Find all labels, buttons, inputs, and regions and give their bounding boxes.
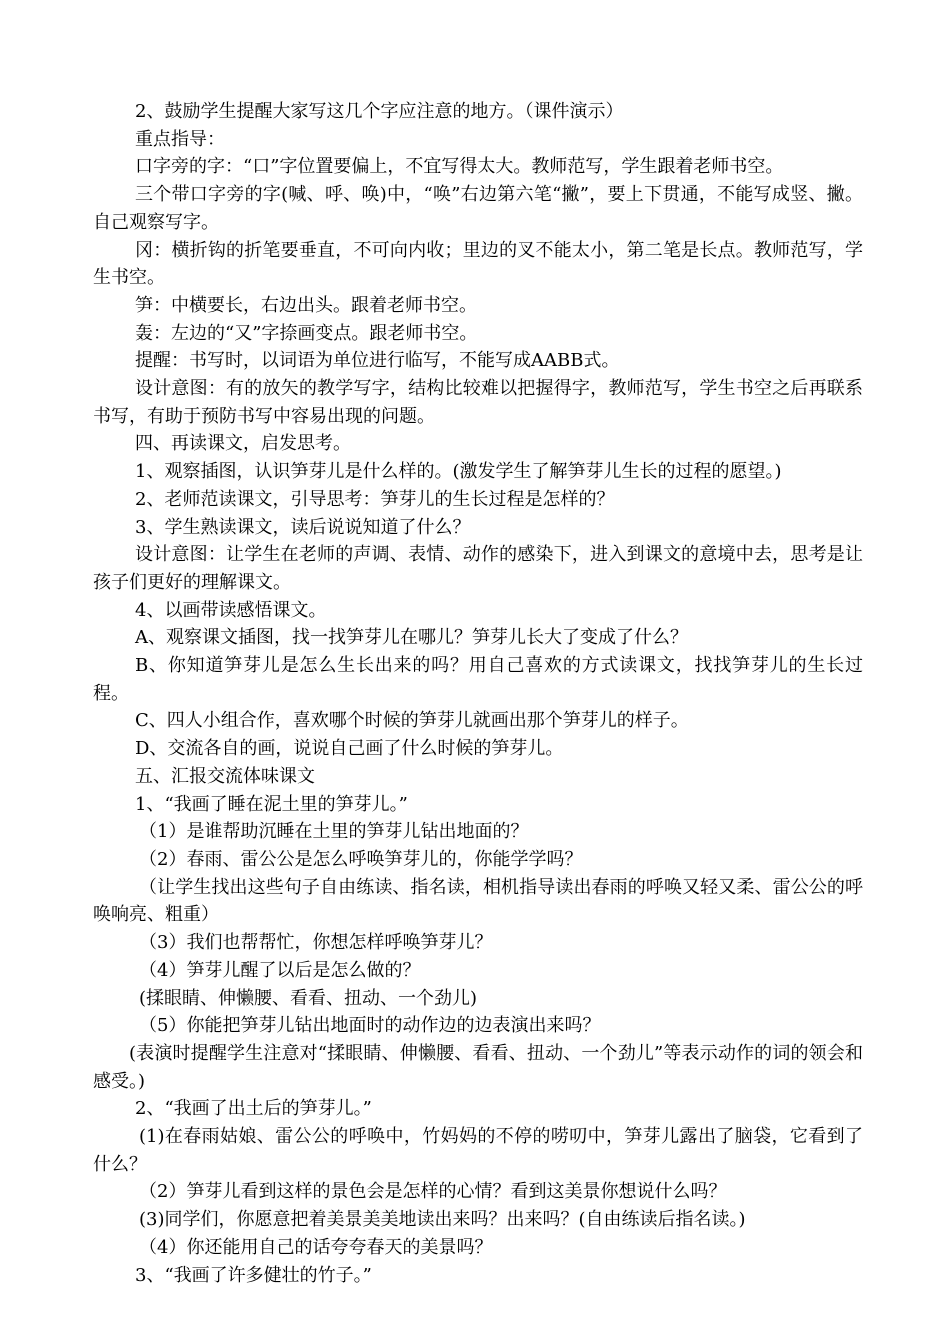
paragraph: 1、“我画了睡在泥土里的笋芽儿。” [135,793,408,815]
paragraph: 设计意图：有的放矢的教学写字，结构比较难以把握得字，教师范写，学生书空之后再联系书写，有助于预防书写中容易出现的问题。 [93,378,863,427]
paragraph: 轰：左边的“又”字捺画变点。跟老师书空。 [135,322,478,344]
paragraph: D、交流各自的画，说说自己画了什么时候的笋芽儿。 [135,738,564,760]
paragraph: 2、“我画了出土后的笋芽儿。” [135,1098,372,1120]
paragraph: 提醒：书写时，以词语为单位进行临写，不能写成AABB式。 [135,350,620,372]
paragraph: （4）你还能用自己的话夸夸春天的美景吗？ [139,1236,493,1258]
paragraph: 1、观察插图，认识笋芽儿是什么样的。(激发学生了解笋芽儿生长的过程的愿望。) [135,461,782,483]
paragraph: （4）笋芽儿醒了以后是怎么做的？ [139,959,421,981]
paragraph: （2）春雨、雷公公是怎么呼唤笋芽儿的，你能学学吗？ [139,848,583,870]
paragraph: B、你知道笋芽儿是怎么生长出来的吗？用自己喜欢的方式读课文，找找笋芽儿的生长过程。 [93,655,863,704]
paragraph: 4、以画带读感悟课文。 [135,599,327,621]
paragraph: 笋：中横要长，右边出头。跟着老师书空。 [135,294,477,316]
paragraph: （2）笋芽儿看到这样的景色会是怎样的心情？看到这美景你想说什么吗？ [139,1181,727,1203]
paragraph: 2、鼓励学生提醒大家写这几个字应注意的地方。（课件演示） [135,101,624,122]
paragraph: 重点指导： [135,128,225,150]
paragraph: 2、老师范读课文，引导思考：笋芽儿的生长过程是怎样的？ [135,488,615,510]
paragraph: (3)同学们，你愿意把着美景美美地读出来吗？出来吗？(自由练读后指名读。) [139,1209,746,1231]
paragraph: 五、汇报交流体味课文 [135,765,315,787]
paragraph: A、观察课文插图，找一找笋芽儿在哪儿？笋芽儿长大了变成了什么？ [135,627,688,649]
paragraph: 设计意图：让学生在老师的声调、表情、动作的感染下，进入到课文的意境中去，思考是让孩子们更好的理解课文。 [93,544,863,593]
paragraph: 冈：横折钩的折笔要垂直，不可向内收；里边的叉不能太小，第二笔是长点。教师范写，学生书空。 [93,239,863,289]
paragraph: (表演时提醒学生注意对“揉眼睛、伸懒腰、看看、扭动、一个劲儿”等表示动作的词的领会和感受。) [93,1042,863,1092]
paragraph: 3、学生熟读课文，读后说说知道了什么？ [135,516,471,538]
paragraph: （5）你能把笋芽儿钻出地面时的动作边的边表演出来吗？ [139,1015,601,1037]
paragraph: 四、再读课文，启发思考。 [135,433,351,455]
paragraph: (揉眼睛、伸懒腰、看看、扭动、一个劲儿) [139,987,478,1009]
paragraph: （3）我们也帮帮忙，你想怎样呼唤笋芽儿？ [139,932,493,954]
document-body [93,98,863,1289]
paragraph: 口字旁的字：“口”字位置要偏上，不宜写得太大。教师范写，学生跟着老师书空。 [135,156,784,178]
paragraph: 三个带口字旁的字(喊、呼、唤)中，“唤”右边第六笔“撇”，要上下贯通，不能写成竖、撇。自己观察写字。 [93,184,863,233]
paragraph: 3、“我画了许多健壮的竹子。” [135,1264,372,1286]
paragraph: （1）是谁帮助沉睡在土里的笋芽儿钻出地面的？ [139,821,529,843]
paragraph: （让学生找出这些句子自由练读、指名读，相机指导读出春雨的呼唤又轻又柔、雷公公的呼唤响亮、粗重） [93,876,863,926]
paragraph: C、四人小组合作，喜欢哪个时候的笋芽儿就画出那个笋芽儿的样子。 [135,710,689,732]
paragraph: (1)在春雨姑娘、雷公公的呼唤中，竹妈妈的不停的唠叨中，笋芽儿露出了脑袋，它看到了什么？ [93,1126,863,1175]
